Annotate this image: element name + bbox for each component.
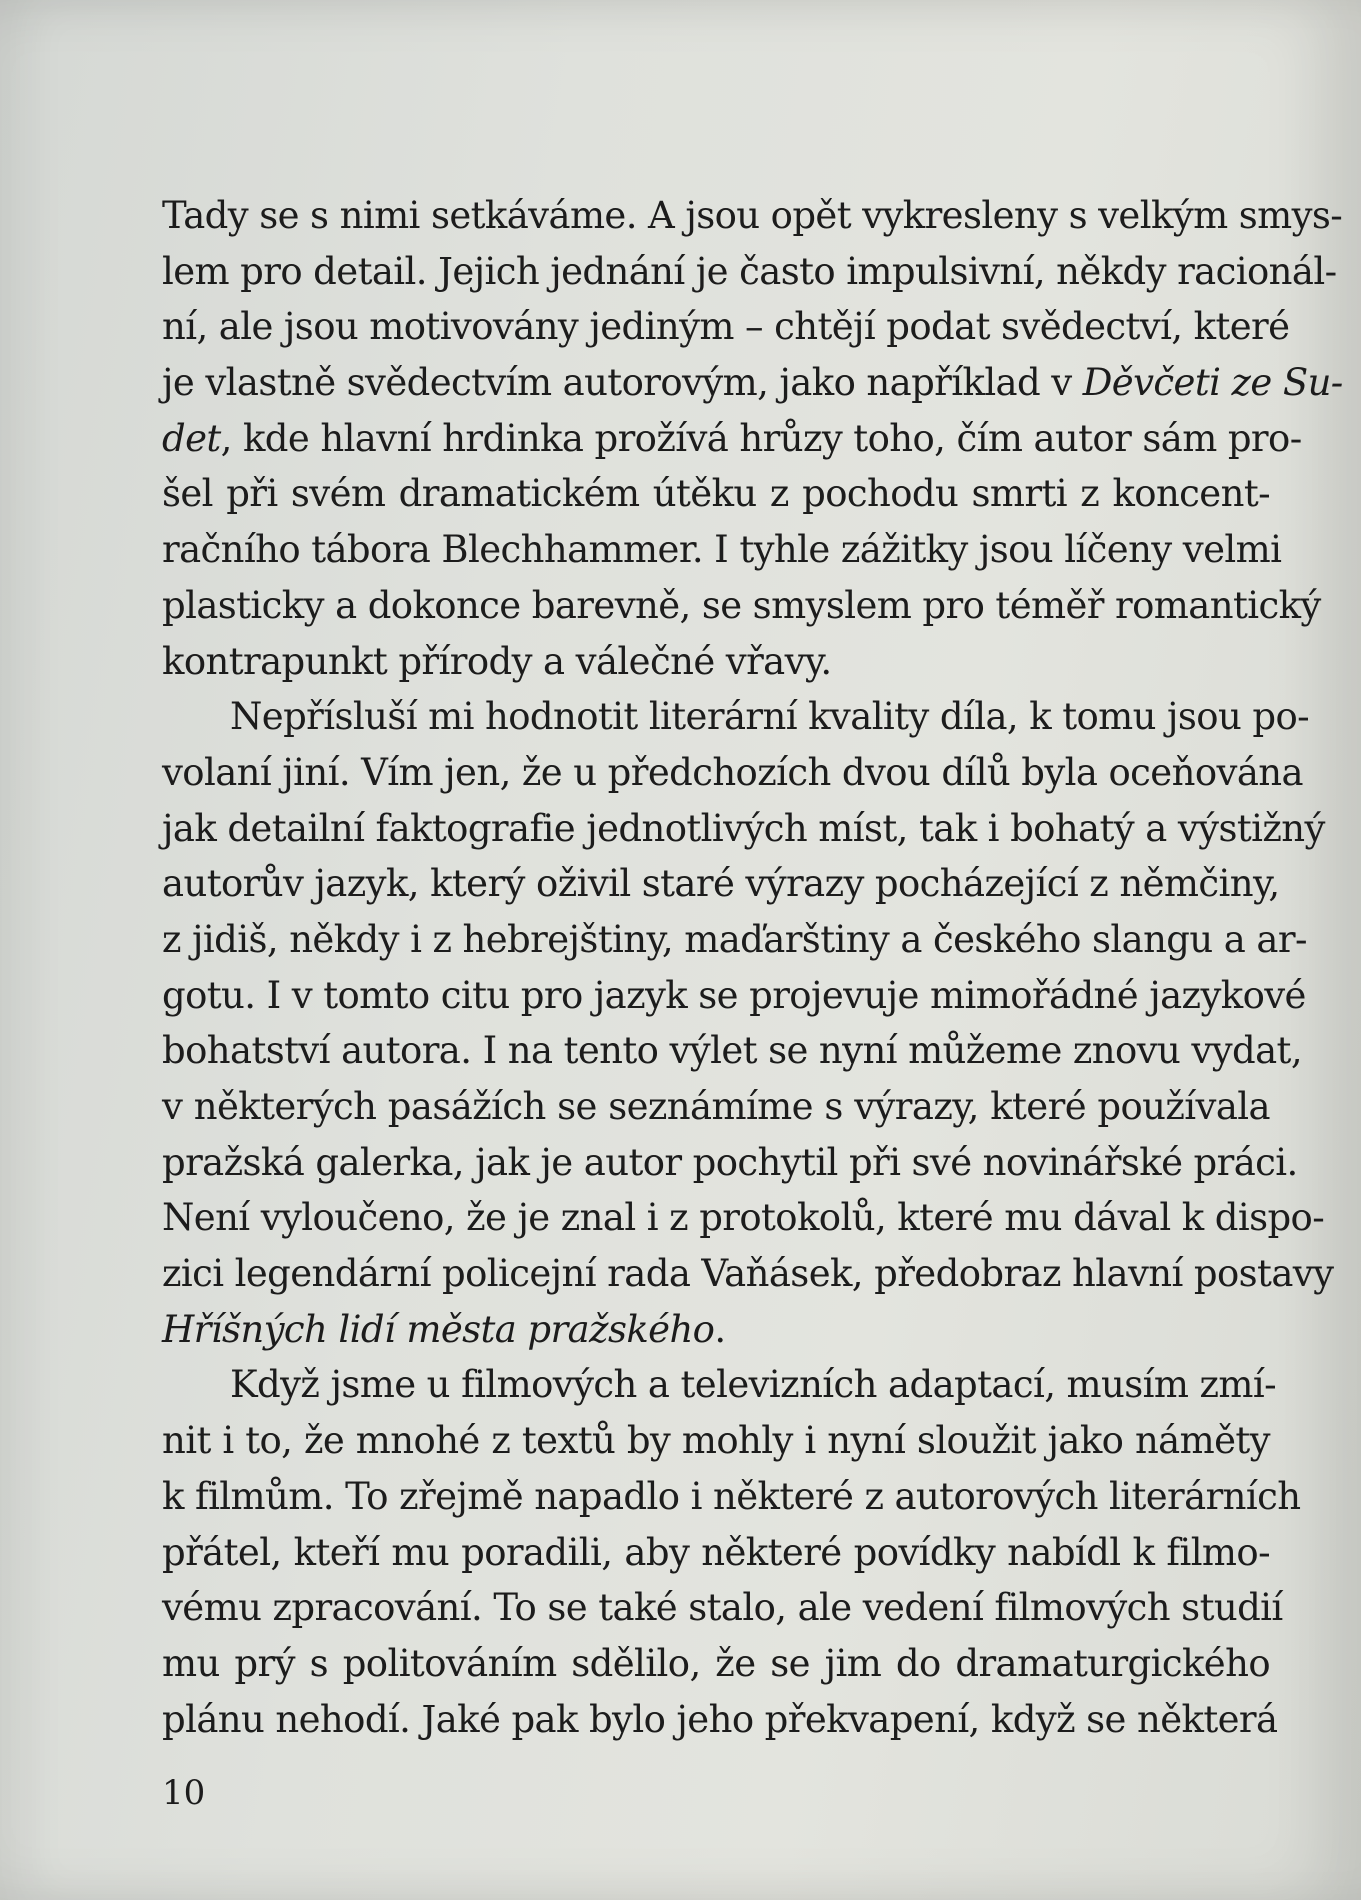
- text-line: [162, 1302, 1270, 1358]
- text-line: [162, 1023, 1302, 1079]
- text-line: [162, 1357, 1277, 1413]
- italic-title: Děvčeti ze Su-: [1082, 361, 1343, 405]
- text-line: [162, 1469, 1301, 1525]
- text-run: vému zpracování. To se také stalo, ale vedení filmových studií: [162, 1586, 1283, 1630]
- text-line: [162, 299, 1290, 355]
- text-run: račního tábora Blechhammer. I tyhle zážitky jsou líčeny velmi: [162, 528, 1282, 572]
- text-run: přátel, kteří mu poradili, aby některé povídky nabídl k filmo-: [162, 1530, 1270, 1574]
- text-run: z jidiš, někdy i z hebrejštiny, maďarštiny a českého slangu a ar-: [162, 917, 1307, 961]
- text-line: [162, 745, 1303, 801]
- text-run: Tady se s nimi setkáváme. A jsou opět vykresleny s velkým smys-: [162, 194, 1343, 237]
- text-line: [162, 1413, 1270, 1469]
- text-run: mu prý s politováním sdělilo, že se jim do dramaturgického: [162, 1641, 1270, 1685]
- paragraph: [162, 1357, 1301, 1747]
- paragraph: [162, 689, 1334, 1357]
- text-run: v některých pasážích se seznámíme s výrazy, které používala: [162, 1085, 1270, 1128]
- text-line: [162, 466, 1270, 522]
- text-run: autorův jazyk, který oživil staré výrazy pocházející z němčiny,: [162, 862, 1280, 906]
- text-run: Nepřísluší mi hodnotit literární kvality díla, k tomu jsou po-: [230, 695, 1310, 739]
- text-run: nit i to, že mnohé z textů by mohly i nyní sloužit jako náměty: [162, 1419, 1270, 1463]
- text-run: gotu. I v tomto citu pro jazyk se projevuje mimořádné jazykové: [162, 973, 1306, 1017]
- text-line: [162, 578, 1321, 634]
- text-line: [162, 1636, 1270, 1692]
- text-line: [162, 411, 1302, 467]
- text-line: [162, 968, 1306, 1024]
- italic-title: det: [162, 416, 221, 460]
- text-run: , kde hlavní hrdinka prožívá hrůzy toho, čím autor sám pro-: [220, 416, 1302, 460]
- text-line: [162, 1246, 1334, 1302]
- text-line: [162, 244, 1337, 300]
- text-line: [162, 689, 1310, 745]
- text-line: [162, 522, 1282, 578]
- text-run: plánu nehodí. Jaké pak bylo jeho překvapení, když se některá: [162, 1697, 1278, 1741]
- paragraph: [162, 188, 1343, 689]
- text-run: kontrapunkt přírody a válečné vřavy.: [162, 639, 832, 683]
- text-run: pražská galerka, jak je autor pochytil při své novinářské práci.: [162, 1140, 1298, 1184]
- text-line: [162, 1079, 1270, 1135]
- text-run: lem pro detail. Jejich jednání je často impulsivní, někdy racionál-: [162, 249, 1337, 293]
- text-run: volaní jiní. Vím jen, že u předchozích dvou dílů byla oceňována: [162, 750, 1303, 794]
- text-line: [162, 1190, 1325, 1246]
- text-line: [162, 1135, 1298, 1191]
- text-run: Když jsme u filmových a televizních adaptací, musím zmí-: [230, 1363, 1277, 1407]
- text-run: .: [714, 1307, 726, 1351]
- body-text: [162, 188, 1343, 1747]
- text-run: k filmům. To zřejmě napadlo i některé z autorových literárních: [162, 1474, 1301, 1518]
- text-line: [162, 634, 1270, 690]
- text-line: [162, 355, 1343, 411]
- text-run: jak detailní faktografie jednotlivých míst, tak i bohatý a výstižný: [162, 806, 1325, 850]
- page-number: 10: [162, 1773, 206, 1813]
- text-run: bohatství autora. I na tento výlet se nyní můžeme znovu vydat,: [162, 1029, 1302, 1073]
- text-line: [162, 801, 1325, 857]
- text-run: ní, ale jsou motivovány jediným – chtějí podat svědectví, které: [162, 305, 1290, 349]
- text-line: [162, 856, 1280, 912]
- italic-title: Hříšných lidí města pražského: [162, 1307, 715, 1351]
- text-run: je vlastně svědectvím autorovým, jako například v: [162, 361, 1083, 405]
- text-run: šel při svém dramatickém útěku z pochodu smrti z koncent-: [162, 472, 1270, 516]
- text-line: [162, 912, 1307, 968]
- text-line: [162, 1692, 1278, 1748]
- text-line: [162, 1525, 1270, 1581]
- text-run: zici legendární policejní rada Vaňásek, předobraz hlavní postavy: [162, 1252, 1334, 1296]
- text-run: plasticky a dokonce barevně, se smyslem pro téměř romantický: [162, 583, 1321, 627]
- text-run: Není vyloučeno, že je znal i z protokolů, které mu dával k dispo-: [162, 1196, 1325, 1240]
- text-line: [162, 188, 1343, 244]
- text-line: [162, 1580, 1283, 1636]
